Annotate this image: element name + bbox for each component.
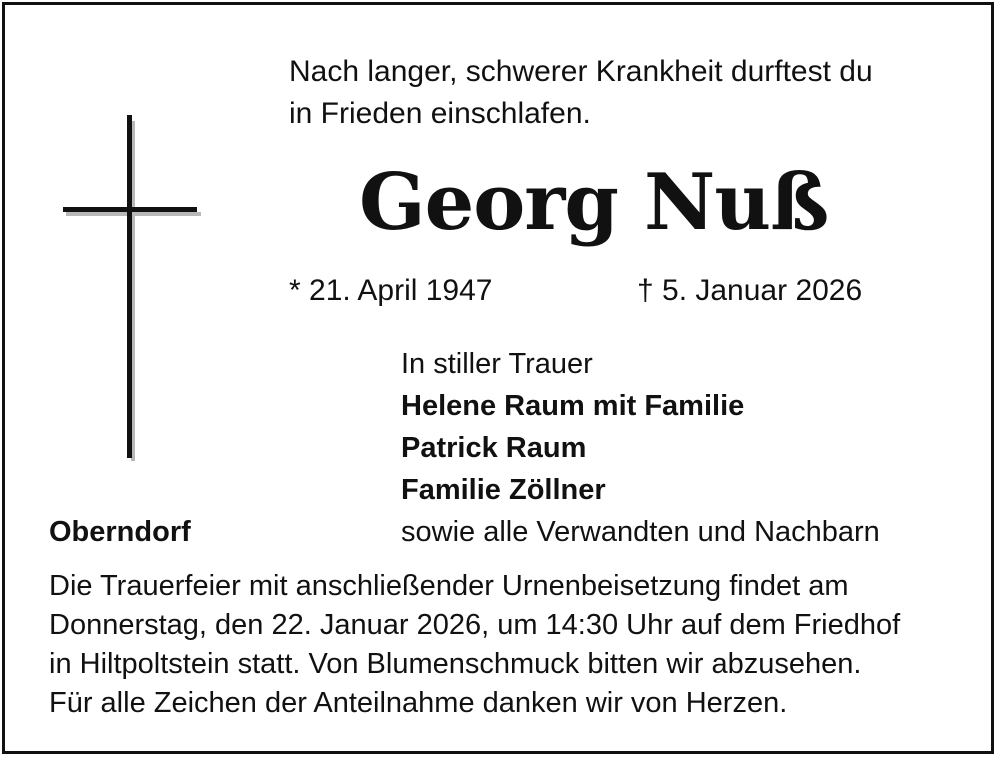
mourner-name: Patrick Raum [401, 432, 587, 464]
service-line: Donnerstag, den 22. Januar 2026, um 14:30 Uhr auf dem Friedhof [49, 609, 901, 641]
service-line: Für alle Zeichen der Anteilnahme danken wir von Herzen. [49, 687, 788, 719]
cross-icon [63, 115, 203, 460]
mourners-others: sowie alle Verwandten und Nachbarn [401, 516, 880, 548]
obituary-notice [2, 2, 994, 754]
deceased-name: Georg Nuß [359, 157, 829, 248]
intro-line: in Frieden einschlafen. [289, 97, 591, 130]
intro-line: Nach langer, schwerer Krankheit durftest du [289, 55, 873, 88]
intro-text [289, 51, 873, 135]
service-line: in Hiltpoltstein statt. Von Blumenschmuck bitten wir abzusehen. [49, 648, 862, 680]
mourner-name: Helene Raum mit Familie [401, 390, 745, 422]
mourner-name: Familie Zöllner [401, 474, 606, 506]
service-line: Die Trauerfeier mit anschließender Urnenbeisetzung findet am [49, 570, 849, 602]
mourning-heading: In stiller Trauer [401, 348, 593, 380]
mourners-block [401, 343, 880, 553]
death-date: † 5. Januar 2026 [637, 274, 863, 307]
service-text [49, 567, 900, 723]
place-name: Oberndorf [49, 516, 191, 548]
birth-date: * 21. April 1947 [289, 274, 493, 307]
